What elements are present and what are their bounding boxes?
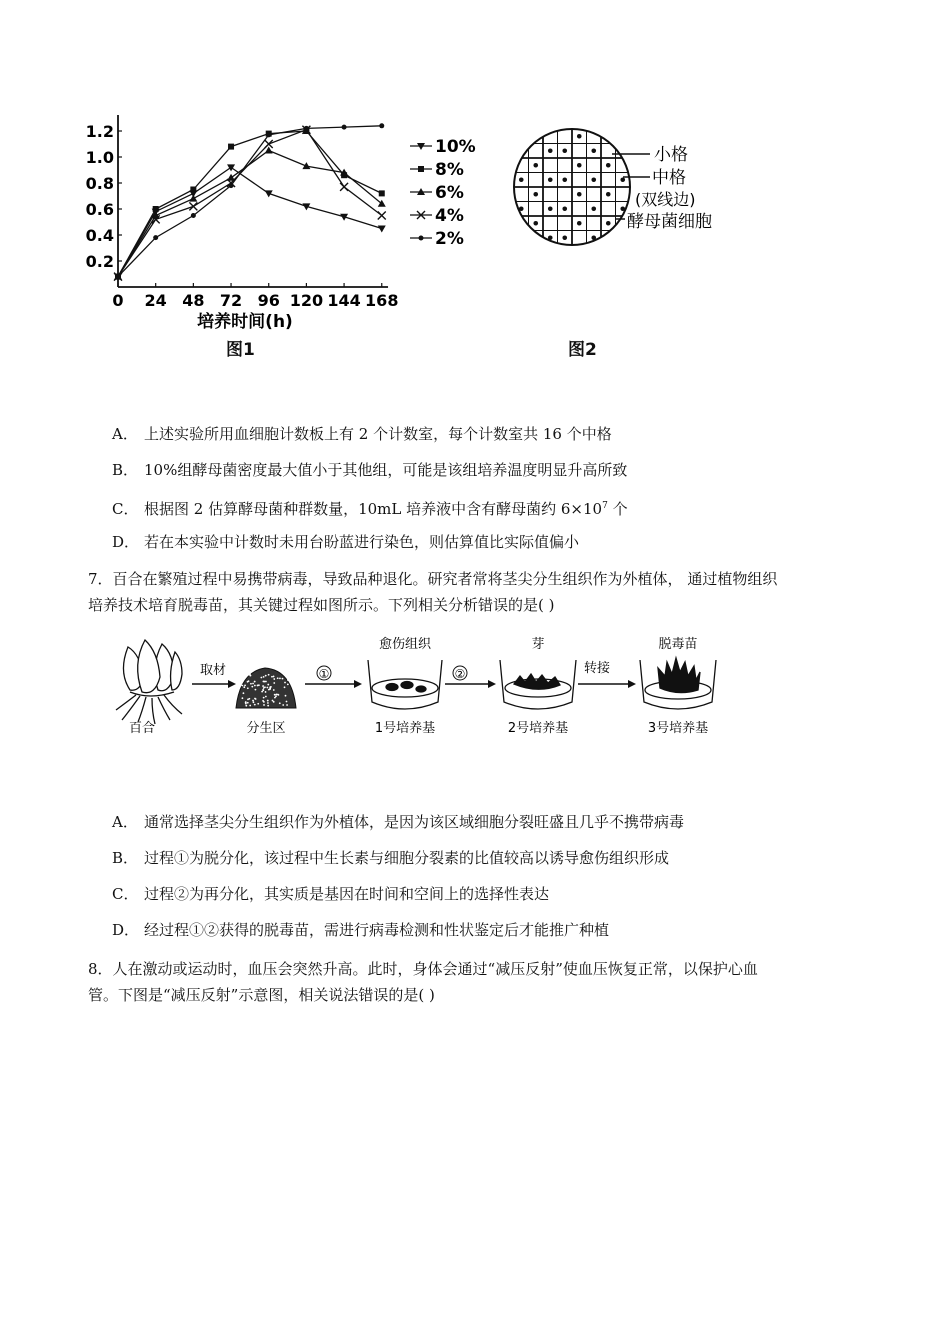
series-4% (114, 126, 386, 281)
counting-grid (505, 120, 639, 254)
q6-option-b: B． 10%组酵母菌密度最大值小于其他组，可能是该组培养温度明显升高所致 (112, 461, 628, 479)
data-point (378, 226, 386, 233)
series-line (118, 131, 382, 277)
figure1-xlabel: 培养时间(h) (197, 312, 293, 332)
data-point (379, 123, 384, 128)
yeast-cell-dot (577, 134, 582, 139)
series-2% (116, 123, 385, 279)
data-point (340, 183, 348, 191)
figure1-chart (85, 105, 505, 340)
yeast-cell-dot (591, 235, 596, 240)
label-medium2: 2号培养基 (507, 721, 569, 736)
y-tick-label: 0.4 (85, 226, 114, 245)
x-tick-label: 168 (365, 291, 399, 310)
yeast-cell-dot (562, 148, 567, 153)
q6-option-d: D． 若在本实验中计数时未用台盼蓝进行染色，则估算值比实际值偏小 (112, 533, 580, 551)
q6-option-c: C． 根据图 2 估算酵母菌种群数量，10mL 培养液中含有酵母菌约 $6\times 10^7$ 个 (112, 500, 628, 518)
yeast-cell-dot (591, 177, 596, 182)
yeast-cell-dot (519, 177, 524, 182)
figure1-caption: 图1 (226, 340, 255, 360)
label-medium-square: 中格 (652, 168, 686, 188)
q7-stem: 7．百合在繁殖过程中易携带病毒，导致品种退化。研究者常将茎尖分生组织作为外植体， 通过植物组织 培养技术培育脱毒苗，其关键过程如图所示。下列相关分析错误的是( ) (88, 570, 778, 614)
data-point (190, 187, 196, 193)
yeast-cell-dot (620, 206, 625, 211)
q7-option-c: C． 过程②为再分化，其实质是基因在时间和空间上的选择性表达 (112, 885, 550, 903)
series-line (118, 151, 382, 277)
label-medium3: 3号培养基 (647, 721, 709, 736)
yeast-cell-dot (620, 177, 625, 182)
x-tick-label: 48 (182, 291, 205, 310)
y-tick-label: 0.8 (85, 174, 114, 193)
yeast-cell-dot (606, 134, 611, 139)
yeast-cell-dot (548, 148, 553, 153)
x-tick-label: 96 (257, 291, 280, 310)
legend-marker (419, 236, 424, 241)
legend-label: 2% (435, 229, 464, 249)
data-point (229, 183, 234, 188)
x-tick-label: 24 (144, 291, 167, 310)
x-tick-label: 0 (112, 291, 124, 310)
label-transfer: 转接 (583, 661, 611, 676)
q6-option-a: A． 上述实验所用血细胞计数板上有 2 个计数室，每个计数室共 16 个中格 (112, 425, 612, 443)
label-step1: ① (318, 667, 330, 681)
series-8% (115, 128, 385, 280)
data-point (266, 132, 271, 137)
yeast-cell-dot (533, 163, 538, 168)
yeast-cell-dot (606, 163, 611, 168)
label-bud: 芽 (531, 637, 545, 652)
q7-option-a: A． 通常选择茎尖分生组织作为外植体，是因为该区域细胞分裂旺盛且几乎不携带病毒 (112, 813, 685, 831)
yeast-cell-dot (577, 221, 582, 226)
data-point (379, 190, 385, 196)
yeast-cell-dot (548, 235, 553, 240)
series-10% (114, 164, 386, 280)
data-point (378, 212, 386, 220)
label-step2: ② (454, 667, 466, 681)
x-tick-label: 72 (219, 291, 243, 310)
label-yeast-cell: 酵母菌细胞 (627, 212, 712, 232)
data-point (153, 206, 159, 212)
label-meristem: 分生区 (246, 721, 286, 736)
y-tick-label: 1.0 (85, 148, 114, 167)
label-small-square: 小格 (654, 145, 688, 165)
yeast-cell-dot (548, 177, 553, 182)
yeast-cell-dot (519, 206, 524, 211)
data-point (304, 126, 309, 131)
yeast-cell-dot (562, 177, 567, 182)
data-point (189, 195, 197, 202)
legend-label: 6% (435, 183, 464, 203)
figure2-caption: 图2 (568, 340, 597, 360)
label-take-material: 取材 (199, 663, 227, 678)
x-tick-label: 120 (289, 291, 324, 310)
q8-stem: 8．人在激动或运动时，血压会突然升高。此时，身体会通过“减压反射”使血压恢复正常，以保护心血 管。下图是“减压反射”示意图，相关说法错误的是( ) (88, 960, 758, 1004)
legend-label: 4% (435, 206, 464, 226)
legend-label: 8% (435, 160, 464, 180)
figure2-hemocytometer (505, 120, 765, 260)
x-tick-label: 144 (327, 291, 361, 310)
yeast-cell-dot (577, 163, 582, 168)
yeast-cell-dot (562, 206, 567, 211)
yeast-cell-dot (577, 192, 582, 197)
label-callus: 愈伤组织 (378, 637, 432, 652)
yeast-cell-dot (620, 148, 625, 153)
y-tick-label: 1.2 (85, 122, 114, 141)
label-seedling: 脱毒苗 (658, 637, 698, 652)
y-tick-label: 0.6 (85, 200, 114, 219)
legend-label: 10% (435, 137, 476, 157)
q7-option-b: B． 过程①为脱分化，该过程中生长素与细胞分裂素的比值较高以诱导愈伤组织形成 (112, 849, 670, 867)
data-point (228, 144, 234, 150)
yeast-cell-dot (562, 235, 567, 240)
yeast-cell-dot (519, 221, 524, 226)
yeast-cell-dot (606, 221, 611, 226)
q7-tissue-culture-diagram (100, 632, 740, 742)
lily-bulb-icon (116, 640, 182, 724)
yeast-cell-dot (533, 192, 538, 197)
data-point (191, 213, 196, 218)
series-line (118, 130, 382, 277)
data-point (116, 274, 121, 279)
yeast-cell-dot (533, 221, 538, 226)
label-medium-note: (双线边) (635, 190, 696, 209)
q7-option-d: D． 经过程①②获得的脱毒苗，需进行病毒检测和性状鉴定后才能推广种植 (112, 921, 610, 939)
data-point (189, 202, 197, 210)
yeast-cell-dot (591, 206, 596, 211)
yeast-cell-dot (548, 206, 553, 211)
legend-marker (418, 166, 424, 172)
data-point (342, 125, 347, 130)
series-line (118, 126, 382, 277)
y-tick-label: 0.2 (85, 252, 114, 271)
medium3-dish-icon (640, 658, 716, 709)
data-point (153, 235, 158, 240)
yeast-cell-dot (606, 192, 611, 197)
data-point (227, 164, 235, 171)
medium2-dish-icon (500, 660, 576, 709)
yeast-cell-dot (591, 148, 596, 153)
label-medium1: 1号培养基 (374, 721, 436, 736)
label-lily: 百合 (128, 721, 156, 736)
meristem-icon (236, 668, 296, 708)
medium1-dish-icon (368, 660, 442, 709)
